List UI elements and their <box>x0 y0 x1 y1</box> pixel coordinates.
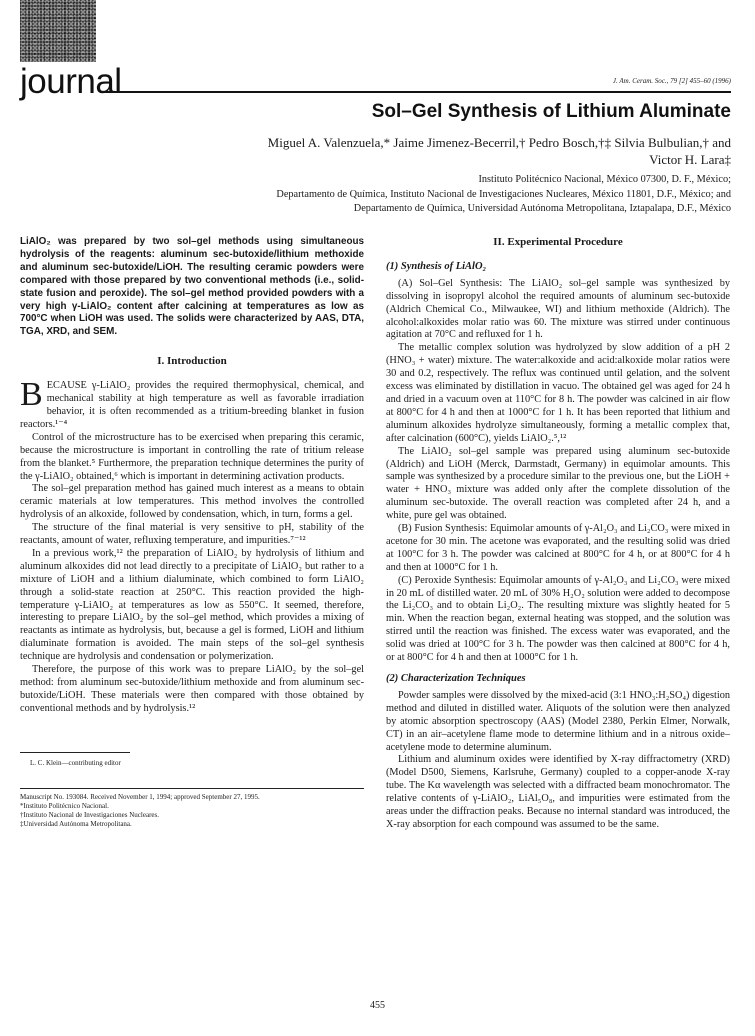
affiliation-line: Departamento de Química, Universidad Autónoma Metropolitana, Iztapalapa, D.F., México <box>353 203 731 215</box>
affiliation-line: Instituto Politécnico Nacional, México 07300, D. F., México; <box>478 174 731 185</box>
paragraph: (A) Sol–Gel Synthesis: The LiAlO₂ sol–gel sample was synthesized by dissolving in isopropyl alcohol the required amounts of aluminum sec-butoxide (Aldrich Chemical Co., Milwaukee, WI) and lithium methoxide (Aldrich). The alcohol:alkoxides molar ratio was 60. The mixture was stirred under continuous agitation at 70°C and refluxed for 1 h. <box>386 277 730 341</box>
footnotes <box>20 788 364 829</box>
right-column <box>386 236 730 832</box>
author-line: Victor H. Lara‡ <box>649 152 731 167</box>
affiliations <box>91 173 731 217</box>
author-list <box>131 134 731 168</box>
paragraph: The sol–gel preparation method has gained much interest as a means to obtain ceramic materials at low temperatures. This method involves the controlled hydrolysis of an alkoxide, followed by condensation, which, in turn, forms a gel. <box>20 483 364 521</box>
paragraph: BECAUSE γ-LiAlO₂ provides the required thermophysical, chemical, and mechanical stability at high temperature as well as favorable irradiation behavior, it is often recommended as a tritium-breeding blanket in fusion reactors.¹⁻⁴ <box>20 376 364 430</box>
section-heading: II. Experimental Procedure <box>493 236 623 248</box>
paragraph: Lithium and aluminum oxides were identified by X-ray diffractometry (XRD) (Model D500, Siemens, Karlsruhe, Germany) coupled to a copper-anode X-ray tube. The Kα wavelength was selected with a diffracted beam monochromator. The relative contents of γ-LiAlO₂, LiAl₅O₈, and impurities were estimated from the areas under the diffraction peaks. Because no internal standard was introduced, the X-ray absorption for each compound was assumed to be the same. <box>386 754 730 830</box>
paper-title: Sol–Gel Synthesis of Lithium Aluminate <box>371 101 731 122</box>
author-line: Miguel A. Valenzuela,* Jaime Jimenez-Becerril,† Pedro Bosch,†‡ Silvia Bulbulian,† and <box>267 135 731 150</box>
paragraph: Powder samples were dissolved by the mixed-acid (3:1 HNO₃:H₂SO₄) digestion method and diluted in distilled water. Aliquots of the solution were then analyzed by atomic absorption spectroscopy (AAS) (Model 2380, Perkin Elmer, Norwalk, CT) in an air–acetylene flame mode to determine lithium and in a nitrous oxide–acetylene mode to determine aluminum. <box>386 689 730 753</box>
citation: J. Am. Ceram. Soc., 79 [2] 455–60 (1996) <box>612 77 731 85</box>
footnote: †Instituto Nacional de Investigaciones Nucleares. <box>20 810 159 819</box>
footnote: Manuscript No. 193084. Received November 1, 1994; approved September 27, 1995. <box>20 792 260 801</box>
abstract: LiAlO₂ was prepared by two sol–gel methods using simultaneous hydrolysis of the reagents: aluminum sec-butoxide/lithium methoxide and aluminum sec-butoxide/LiOH. The resulting ceramic powders were compared with those prepared by two conventional methods (i.e., solid-state fusion and peroxide). The sol–gel method provided powders with a very high γ-LiAlO₂ content after calcining at temperatures as low as 700°C when LiOH was used. The solids were characterized by AAS, DTA, TGA, XRD, and SEM. <box>20 236 364 338</box>
paragraph: Therefore, the purpose of this work was to prepare LiAlO₂ by the sol–gel method: from aluminum sec-butoxide/lithium methoxide and from aluminum sec-butoxide/LiOH. These materials were then compared with those obtained by conventional methods and by hydrolysis.¹² <box>20 664 364 714</box>
paragraph: (C) Peroxide Synthesis: Equimolar amounts of γ-Al₂O₃ and Li₂CO₃ were mixed in 20 mL of distilled water. 20 mL of 30% H₂O₂ solution were added to decompose the Li₂CO₃ and to obtain Li₂O₂. The resulting mixture was slightly heated for 5 min. When the reaction began, external heating was stopped, and the solution was stirred until the reaction was finished. The excess water was evaporated, and the solid was dried at 100°C for 3 h. The powder was then calcined at 800°C for 4 h, or at 800°C for 4 h and then at 1000°C for 1 h. <box>386 574 730 664</box>
subsection-heading: (2) Characterization Techniques <box>386 673 526 684</box>
footnote: *Instituto Politécnico Nacional. <box>20 801 109 810</box>
paragraph: (B) Fusion Synthesis: Equimolar amounts of γ-Al₂O₃ and Li₂CO₃ were mixed in acetone for 30 min. The acetone was evaporated, and the resulting solid was dried at 100°C for 3 h. The powder was calcined at 800°C for 4 h, or at 800°C for 4 h and then at 1000°C for 1 h. <box>386 523 730 573</box>
paragraph: Control of the microstructure has to be exercised when preparing this ceramic, because the microstructure is important in controlling the rate of tritium release from the blanket.⁵ Furthermore, the preparation technique determines the purity of the γ-LiAlO₂ obtained,⁶ which is important in determining activation products. <box>20 431 364 482</box>
header-rule <box>100 91 731 93</box>
paragraph: The LiAlO₂ sol–gel sample was prepared using aluminum sec-butoxide (Aldrich) and LiOH (Merck, Darmstadt, Germany) in equimolar amounts. This sample was synthesized by a procedure similar to the previous one, but the LiOH + water + HNO₃ mixture was added only after the complete dissolution of the aluminum sec-butoxide. The overall reaction was completed after 24 h, and a white, pure gel was obtained. <box>386 445 730 522</box>
editor-rule <box>20 752 130 753</box>
contributing-editor: L. C. Klein—contributing editor <box>30 758 121 767</box>
paragraph: In a previous work,¹² the preparation of LiAlO₂ by hydrolysis of lithium and aluminum alkoxides did not lead directly to a precipitate of LiAlO₂ but rather to a mixture of LiOH and a lithium dialuminate, which combined to form LiAlO₂ through a solid-state reaction at 250°C. This reaction provided the high-temperature γ-LiAlO₂ at temperatures as low as 550°C. It seemed, therefore, interesting to prepare LiAlO₂ by the sol–gel method, which provides a mixing of reactants as intimate as hydrolysis, but, because a gel is formed, LiOH and lithium dialuminate formation is avoided. The main steps of the sol–gel synthesis technique are hydrolysis and condensation or polymerization. <box>20 547 364 663</box>
footnote: ‡Universidad Autónoma Metropolitana. <box>20 819 132 828</box>
journal-logo: journal <box>20 62 122 101</box>
subsection-heading: (1) Synthesis of LiAlO₂ <box>386 260 487 272</box>
drop-cap: B <box>20 376 43 414</box>
paragraph: The structure of the final material is very sensitive to pH, stability of the reactants, amount of water, refluxing temperature, and impurities.⁷⁻¹² <box>20 522 364 547</box>
section-heading: I. Introduction <box>157 355 227 368</box>
paragraph: The metallic complex solution was hydrolyzed by slow addition of a pH 2 (HNO₃ + water) mixture. The water:alkoxide and acid:alkoxide molar ratios were 30 and 0.2, respectively. The reflux was continued until gelation, and the solvent excess was eliminated by distillation in vacuo. The obtained gel was aged for 24 h and dried in a vacuum oven at 110°C for 8 h. The powder was calcined in air flow at 800°C for 4 h and then at 1000°C for 1 h. It has been reported that lithium and aluminum alkoxides hydrolyze simultaneously, forming a metallic complex that, after calcination (600°C), yields LiAlO₂.⁵,¹² <box>386 342 730 444</box>
page-number: 455 <box>370 1000 385 1011</box>
affiliation-line: Departamento de Química, Instituto Nacional de Investigaciones Nucleares, México 11801, D.F., México; and <box>276 188 731 200</box>
left-column <box>20 236 364 829</box>
